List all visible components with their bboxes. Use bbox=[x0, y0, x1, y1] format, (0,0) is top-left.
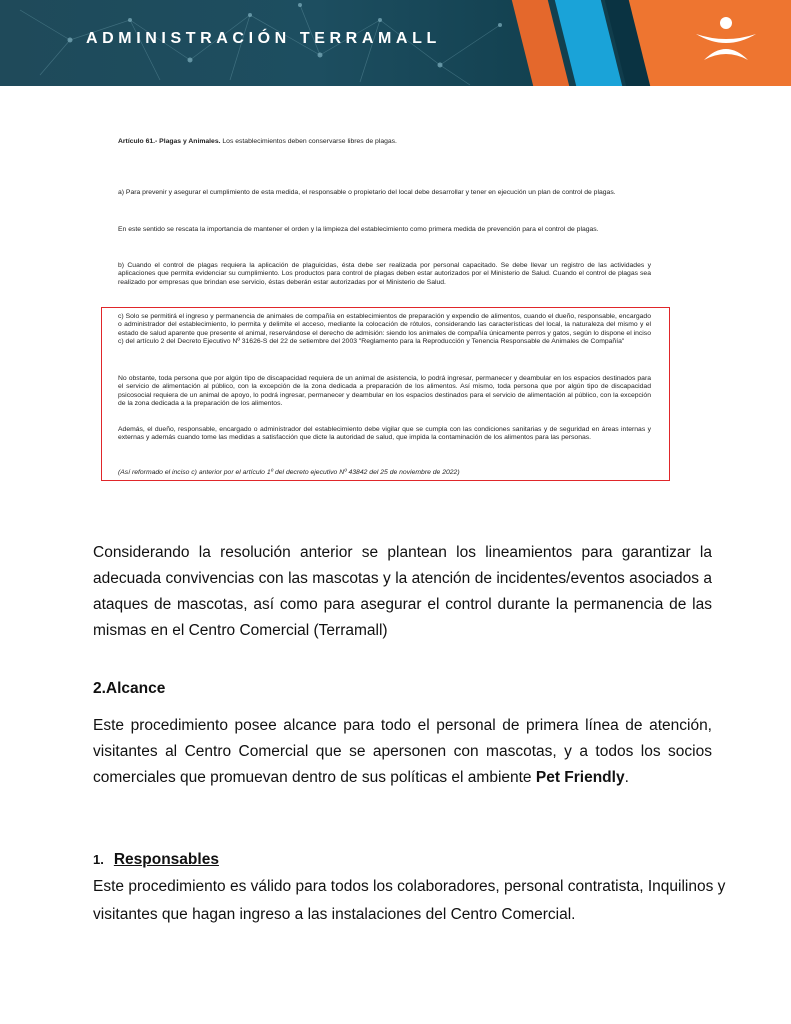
responsables-paragraph: Este procedimiento es válido para todos los colaboradores, personal contratista, Inquilinos y visitantes que hagan ingreso a las instalaciones del Centro Comercial. bbox=[93, 878, 726, 923]
paragraph-order: En este sentido se rescata la importancia de mantener el orden y la limpieza del establecimiento como primera medida de prevención para el control de plagas. bbox=[118, 226, 599, 233]
list-number: 1. bbox=[93, 852, 104, 867]
paragraph-disability: No obstante, toda persona que por algún tipo de discapacidad requiera de un animal de asistencia, lo podrá ingresar, permanecer y deambular en los espacios destinados para el servicio de alimentación al público, con la excepción de la zona dedicada a preparación de los alimentos. Así mismo, toda persona que por algún tipo de discapacidad psicosocial requiera de un animal de apoyo, lo podrá ingresar, permanecer y deambular en los espacios destinados para el servicio de alimentación al público, con la excepción de la zona dedicada a la preparación de los alimentos. bbox=[118, 375, 651, 407]
paragraph-b: b) Cuando el control de plagas requiera la aplicación de plaguicidas, ésta debe ser realizada por personal capacitado. Se debe llevar un registro de las actividades y aplicaciones que permita evidenciar su cumplimiento. Los productos para control de plagas deben estar autorizados por el Ministerio de Salud. Cuando el control de plagas sea realizado por empresas que brindan ese servicio, éstas deberán estar autorizadas por el Ministerio de Salud. bbox=[118, 262, 651, 286]
scope-paragraph bbox=[93, 713, 712, 791]
paragraph-a: a) Para prevenir y asegurar el cumplimiento de esta medida, el responsable o propietario del local debe desarrollar y tener en ejecución un plan de control de plagas. bbox=[118, 189, 616, 196]
paragraph-c: c) Solo se permitirá el ingreso y permanencia de animales de compañía en establecimientos de preparación y expendio de alimentos, cuando el dueño, responsable, encargado o administrador del establecimiento, lo permita y delimite el acceso, mediante la colocación de rótulos, considerando las características del local, la naturaleza del mismo y el estado de salud aparente que presente el animal, reservándose el derecho de admisión: siendo los animales de compañía únicamente perros y gatos, según lo dispone el inciso c) del artículo 2 del Decreto Ejecutivo Nº 31626-S del 22 de setiembre del 2003 "Reglamento para la Reproducción y Tenencia Responsable de Animales de Compañía" bbox=[118, 313, 651, 345]
scope-end: . bbox=[624, 769, 629, 786]
article-title: Artículo 61.- Plagas y Animales. bbox=[118, 138, 221, 145]
scope-heading: 2.Alcance bbox=[93, 680, 166, 697]
scope-text: Este procedimiento posee alcance para todo el personal de primera línea de atención, visitantes al Centro Comercial que se apersonen con mascotas, y a todos los socios comerciales que promuevan dentro de sus políticas el ambiente bbox=[93, 717, 712, 786]
highlighted-clause-box bbox=[101, 307, 670, 481]
article-heading bbox=[118, 138, 651, 146]
header-banner bbox=[0, 0, 791, 86]
responsables-title: Responsables bbox=[113, 851, 219, 868]
reform-note: (Así reformado el inciso c) anterior por el artículo 1º del decreto ejecutivo Nº 43842 del 25 de noviembre de 2022) bbox=[118, 469, 460, 476]
responsables-heading bbox=[93, 851, 219, 869]
intro-paragraph: Considerando la resolución anterior se plantean los lineamientos para garantizar la adecuada convivencias con las mascotas y la atención de incidentes/eventos asociados a ataques de mascotas, así como para asegurar el control durante la permanencia de las mismas en el Centro Comercial (Terramall) bbox=[93, 544, 712, 639]
pet-friendly-term: Pet Friendly bbox=[535, 769, 625, 786]
article-intro: Los establecimientos deben conservarse libres de plagas. bbox=[220, 138, 397, 145]
header-title: ADMINISTRACIÓN TERRAMALL bbox=[86, 30, 441, 47]
paragraph-owner: Además, el dueño, responsable, encargado o administrador del establecimiento debe vigilar que se cumpla con las condiciones sanitarias y de seguridad en áreas internas y externas y además cuando tome las medidas a satisfacción que dicte la autoridad de salud, que impida la contaminación de los alimentos para las personas. bbox=[118, 426, 651, 442]
terramall-logo-icon bbox=[690, 14, 762, 66]
